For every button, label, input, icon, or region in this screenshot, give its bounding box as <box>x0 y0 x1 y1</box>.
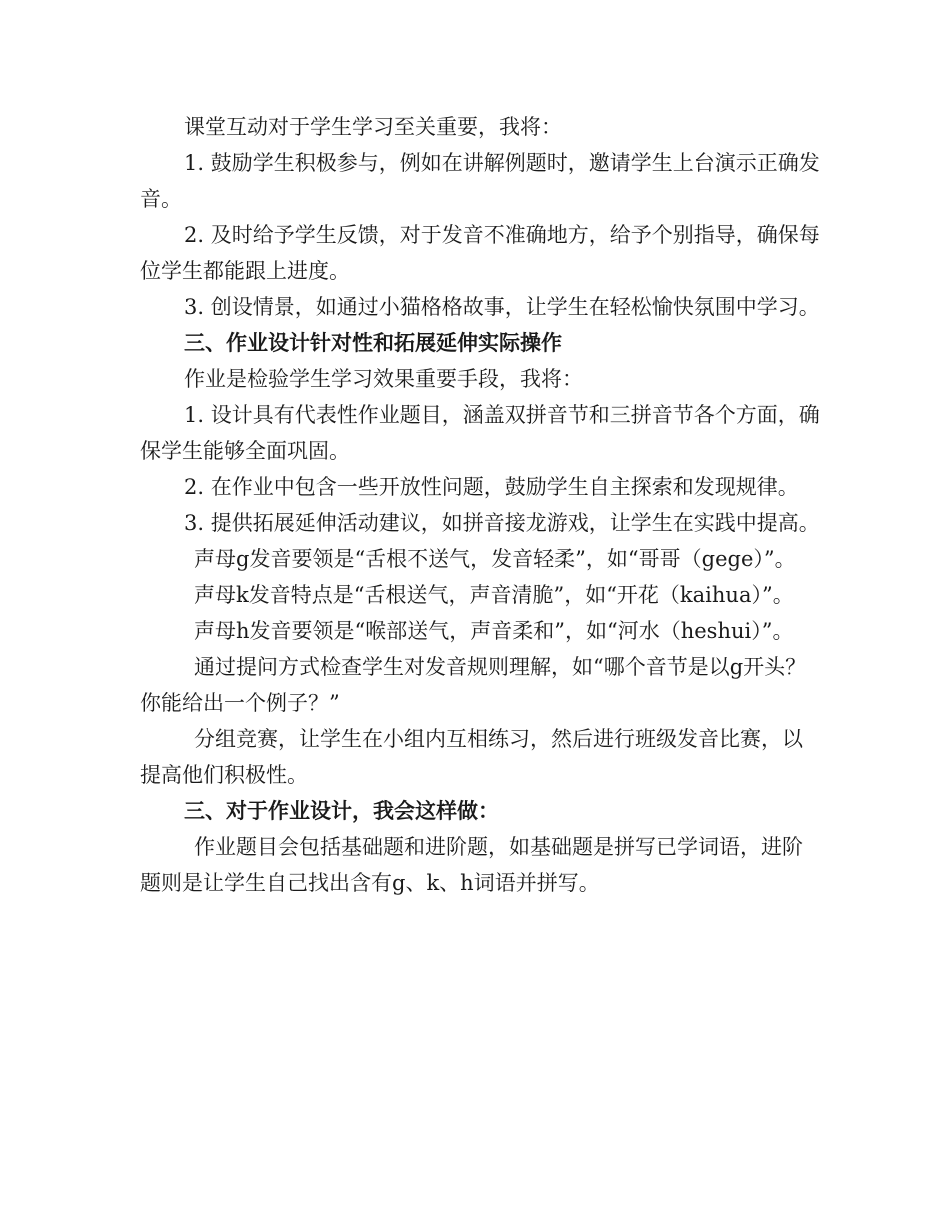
paragraph-homework-item-3: 3. 提供拓展延伸活动建议，如拼音接龙游戏，让学生在实践中提高。 <box>184 511 820 535</box>
paragraph-initial-h: 声母h发音要领是“喉部送气，声音柔和”，如“河水（heshui）”。 <box>194 619 794 643</box>
paragraph-interaction-intro: 课堂互动对于学生学习至关重要，我将： <box>184 115 562 139</box>
document-page <box>140 109 820 901</box>
paragraph-homework-intro: 作业是检验学生学习效果重要手段，我将： <box>184 367 583 391</box>
paragraph-interaction-item-3: 3. 创设情景，如通过小猫格格故事，让学生在轻松愉快氛围中学习。 <box>184 295 820 319</box>
paragraph-homework-item-2: 2. 在作业中包含一些开放性问题，鼓励学生自主探索和发现规律。 <box>184 475 799 499</box>
paragraph-initial-k: 声母k发音特点是“舌根送气，声音清脆”，如“开花（kaihua）”。 <box>194 583 794 607</box>
paragraph-homework-levels: 作业题目会包括基础题和进阶题，如基础题是拼写已学词语，进阶题则是让学生自己找出含有g、k、h词语并拼写。 <box>140 835 803 895</box>
paragraph-homework-item-1: 1. 设计具有代表性作业题目，涵盖双拼音节和三拼音节各个方面，确保学生能够全面巩固。 <box>140 403 820 463</box>
paragraph-initial-g: 声母g发音要领是“舌根不送气，发音轻柔”，如“哥哥（gege）”。 <box>194 547 796 571</box>
paragraph-group-competition: 分组竞赛，让学生在小组内互相练习，然后进行班级发音比赛，以提高他们积极性。 <box>140 727 803 787</box>
paragraph-questioning: 通过提问方式检查学生对发音规则理解，如“哪个音节是以g开头？你能给出一个例子？” <box>140 655 807 715</box>
section-heading-homework-design: 三、对于作业设计，我会这样做： <box>184 798 499 823</box>
paragraph-interaction-item-2: 2. 及时给予学生反馈，对于发音不准确地方，给予个别指导，确保每位学生都能跟上进度。 <box>140 223 820 283</box>
paragraph-interaction-item-1: 1. 鼓励学生积极参与，例如在讲解例题时，邀请学生上台演示正确发音。 <box>140 151 820 211</box>
section-heading-homework-extension: 三、作业设计针对性和拓展延伸实际操作 <box>184 330 562 355</box>
